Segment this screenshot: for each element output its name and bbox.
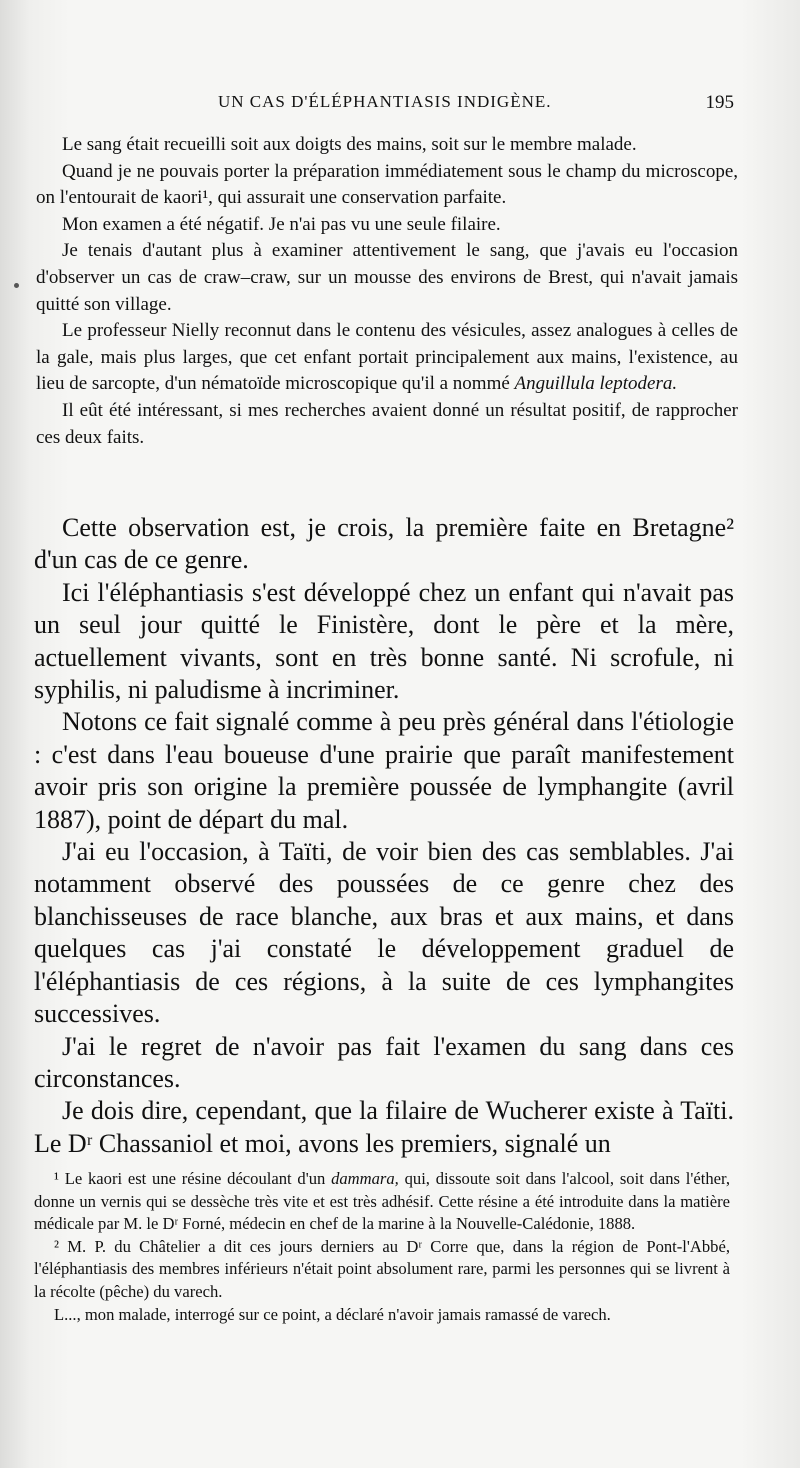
paragraph	[36, 318, 738, 398]
footnote-italic: dammara,	[331, 1169, 399, 1188]
paragraph: Mon examen a été négatif. Je n'ai pas vu une seule filaire.	[62, 213, 501, 235]
paragraph: J'ai le regret de n'avoir pas fait l'examen du sang dans ces circonstances.	[34, 1031, 734, 1093]
footnote-text: ¹ Le kaori est une résine découlant d'un	[54, 1169, 326, 1188]
ink-speck	[14, 283, 19, 288]
small-print-section	[36, 132, 738, 451]
paragraph: Ici l'éléphantiasis s'est développé chez un enfant qui n'avait pas un seul jour quitté le Finistère, dont le père et la mère, actuellement vivants, sont en très bonne santé. Ni scrofule, ni syphilis, ni paludisme à incriminer.	[34, 577, 734, 705]
paragraph: Notons ce fait signalé comme à peu près général dans l'étiologie : c'est dans l'eau boueuse d'une prairie que paraît manifestement avoir pris son origine la première poussée de lymphangite (avril 1887), point de départ du mal.	[34, 707, 734, 834]
paragraph: Je tenais d'autant plus à examiner attentivement le sang, que j'avais eu l'occasion d'observer un cas de craw–craw, sur un mousse des environs de Brest, qui n'avait jamais quitté son village.	[36, 240, 738, 315]
paragraph: Quand je ne pouvais porter la préparation immédiatement sous le champ du microscope, on l'entourait de kaori¹, qui assurait une conservation parfaite.	[36, 160, 738, 209]
footnote-text: qui, dissoute soit dans l'alcool, soit dans l'éther, donne un vernis qui se dessèche très vite et est très adhésif. Cette résine a été introduite dans la matière médicale par M. le Dʳ Forné, médecin en chef de la marine à la Nouvelle-Calédonie, 1888.	[34, 1169, 730, 1234]
running-title: UN CAS D'ÉLÉPHANTIASIS INDIGÈNE.	[218, 92, 552, 111]
running-header	[40, 92, 740, 122]
species-name: Anguillula leptodera.	[514, 373, 678, 395]
footnote-3: L..., mon malade, interrogé sur ce point, a déclaré n'avoir jamais ramassé de varech.	[54, 1304, 611, 1324]
footnote-2: ² M. P. du Châtelier a dit ces jours derniers au Dʳ Corre que, dans la région de Pont-l'Abbé, l'éléphantiasis des membres inférieurs n'était point absolument rare, parmi les personnes qui se livrent à la récolte (pêche) du varech.	[34, 1236, 730, 1301]
paragraph: Je dois dire, cependant, que la filaire de Wucherer existe à Taïti. Le Dʳ Chassaniol et moi, avons les premiers, signalé un	[34, 1096, 734, 1158]
paragraph-text: Le professeur Nielly reconnut dans le contenu des vésicules, assez analogues à celles de la gale, mais plus larges, que cet enfant portait principalement aux mains, l'existence, au lieu de sarcopte, d'un nématoïde microscopique qu'il a nommé	[36, 320, 738, 395]
footnotes	[34, 1168, 730, 1326]
paragraph: J'ai eu l'occasion, à Taïti, de voir bien des cas semblables. J'ai notamment observé des poussées de ce genre chez des blanchisseuses de race blanche, aux bras et aux mains, et dans quelques cas j'ai constaté le développement graduel de l'éléphantiasis de ces régions, à la suite de ces lymphangites successives.	[34, 837, 734, 1029]
paragraph: Cette observation est, je crois, la première faite en Bretagne² d'un cas de ce genre.	[34, 513, 734, 575]
main-text-section	[34, 512, 734, 1160]
paragraph: Le sang était recueilli soit aux doigts des mains, soit sur le membre malade.	[62, 134, 637, 155]
footnote-1	[34, 1168, 730, 1236]
paragraph: Il eût été intéressant, si mes recherches avaient donné un résultat positif, de rapprocher ces deux faits.	[36, 399, 738, 448]
page-number: 195	[705, 92, 734, 113]
